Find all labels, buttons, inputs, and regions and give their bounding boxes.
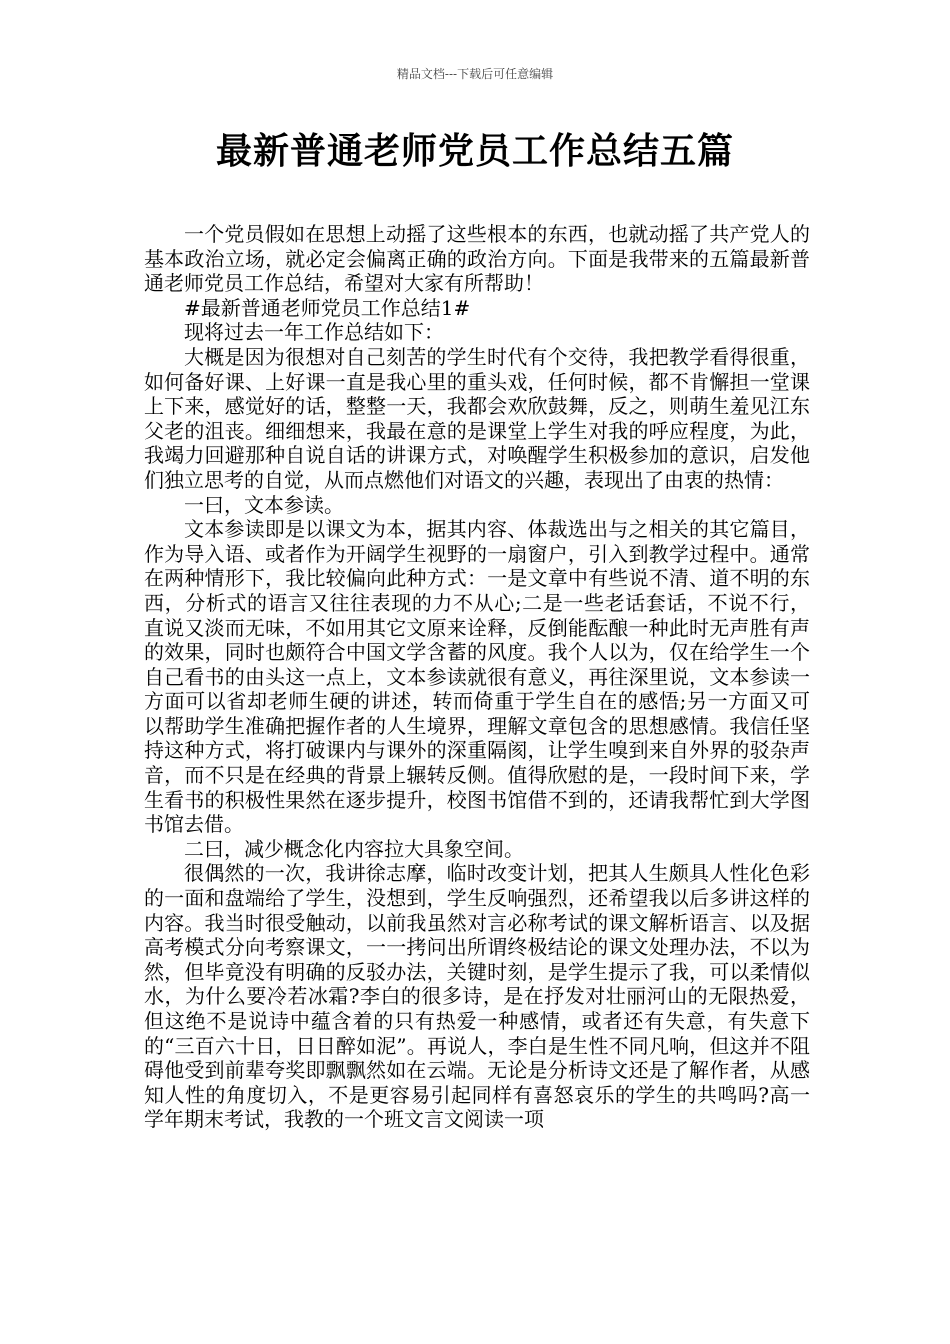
document-title: 最新普通老师党员工作总结五篇 <box>215 131 734 172</box>
summary-lead: 现将过去一年工作总结如下： <box>184 320 444 345</box>
header-note: 精品文档---下载后可任意编辑 <box>396 67 554 81</box>
subsection-heading-2: 二曰，减少概念化内容拉大具象空间。 <box>184 836 524 861</box>
intro-paragraph: 一个党员假如在思想上动摇了这些根本的东西，也就动摇了共产党人的基本政治立场，就必定会偏离正确的政治方向。下面是我带来的五篇最新普通老师党员工作总结，希望对大家有所帮助！ <box>144 222 810 296</box>
section-heading: #最新普通老师党员工作总结1# <box>184 295 471 320</box>
body-paragraph: 大概是因为很想对自己刻苦的学生时代有个交待，我把教学看得很重，如何备好课、上好课一直是我心里的重头戏，任何时候，都不肯懈担一堂课上下来，感觉好的话，整整一天，我都会欢欣鼓舞，反之，则萌生羞见江东父老的沮丧。细细想来，我最在意的是课堂上学生对我的呼应程度，为此，我竭力回避那种自说自话的讲课方式，对唤醒学生积极参加的意识，启发他们独立思考的自觉，从而点燃他们对语文的兴趣，表现出了由衷的热情： <box>144 344 810 492</box>
body-paragraph: 文本参读即是以课文为本，据其内容、体裁选出与之相关的其它篇目，作为导入语、或者作为开阔学生视野的一扇窗户，引入到教学过程中。通常在两种情形下，我比较偏向此种方式：一是文章中有些说不清、道不明的东西，分析式的语言又往往表现的力不从心;二是一些老话套话，不说不行，直说又淡而无味，不如用其它文原来诠释，反倒能酝酿一种此时无声胜有声的效果，同时也颇符合中国文学含蓄的风度。我个人以为，仅在给学生一个自己看书的由头这一点上，文本参读就很有意义，再往深里说，文本参读一方面可以省却老师生硬的讲述，转而倚重于学生自在的感悟;另一方面又可以帮助学生准确把握作者的人生境界，理解文章包含的思想感情。我信任坚持这种方式，将打破课内与课外的深重隔阂，让学生嗅到来自外界的驳杂声音，而不只是在经典的背景上辗转反侧。值得欣慰的是，一段时间下来，学生看书的积极性果然在逐步提升，校图书馆借不到的，还请我帮忙到大学图书馆去借。 <box>144 517 810 837</box>
body-paragraph: 很偶然的一次，我讲徐志摩，临时改变计划，把其人生颇具人性化色彩的一面和盘端给了学生，没想到，学生反响强烈，还希望我以后多讲这样的内容。我当时很受触动，以前我虽然对言必称考试的课文解析语言、以及据高考模式分向考察课文，一一拷问出所谓终极结论的课文处理办法，不以为然，但毕竟没有明确的反驳办法，关键时刻，是学生提示了我，可以柔情似水，为什么要冷若冰霜?李白的很多诗，是在抒发对壮丽河山的无限热爱，但这绝不是说诗中蕴含着的只有热爱一种感情，或者还有失意，有失意下的“三百六十日，日日醉如泥”。再说人，李白是生性不同凡响，但这并不阻碍他受到前辈夸奖即飘飘然如在云端。无论是分析诗文还是了解作者，从感知人性的角度切入，不是更容易引起同样有喜怒哀乐的学生的共鸣吗?高一学年期末考试，我教的一个班文言文阅读一项 <box>144 861 810 1132</box>
subsection-heading-1: 一曰，文本参读。 <box>184 492 344 517</box>
document-body <box>144 222 810 1132</box>
